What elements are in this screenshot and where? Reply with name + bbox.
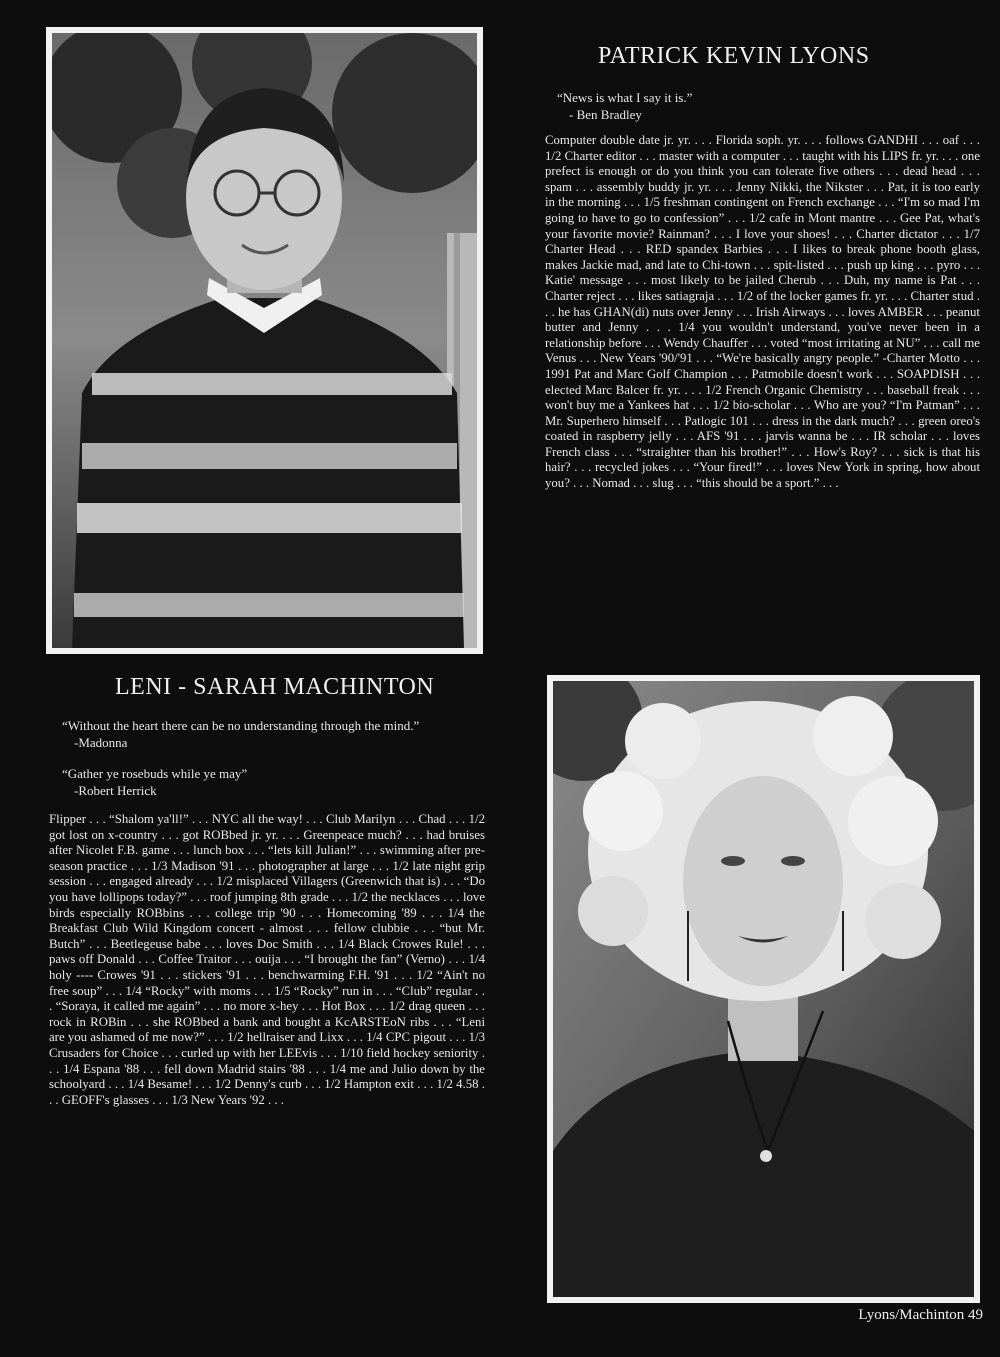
senior-quote-lyons: [557, 89, 692, 123]
page-footer: Lyons/Machinton 49: [858, 1307, 983, 1323]
quote-author: -Madonna: [74, 735, 128, 750]
portrait-illustration-machinton: [553, 681, 974, 1297]
senior-bio-machinton: Flipper . . . “Shalom ya'll!” . . . NYC all the way! . . . Club Marilyn . . . Chad . . . 1/2 got lost on x-country . . . got ROBbed jr. yr. . . . Greenpeace much? . . . had bruises after Nicolet F.B. game . . . lunch box . . . “lets kill Julian!” . . . swimming after pre-season practice . . . 1/3 Madison '91 . . . photographer at large . . . 1/2 late night grip session . . . engaged already . . . 1/2 misplaced Villagers (Greenwich that is) . . . “Do you have lollipops today?” . . . roof jumping 8th grade . . . 1/2 the necklaces . . . love birds especially ROBbins . . . college trip '90 . . . Homecoming '89 . . . 1/4 the Breakfast Club Wild Kingdom concert - almost . . . fellow clubbie . . . “but Mr. Butch” . . . Beetlegeuse babe . . . loves Doc Smith . . . 1/4 Black Crowes Rule! . . . paws off Donald . . . Coffee Traitor . . . ouija . . . “I brought the fan” (Verno) . . . 1/4 holy ---- Crowes '91 . . . stickers '91 . . . benchwarming F.H. '91 . . . 1/2 “Ain't no free soup” . . . 1/4 “Rocky” with moms . . . 1/5 “Rocky” run in . . . “Club” regular . . . “Soraya, it called me again” . . . no more x-hey . . . Hot Box . . . 1/2 drag queen . . . rock in ROBin . . . she ROBbed a bank and bought a KcARSTEoN ribs . . . “Leni are you ashamed of me now?” . . . 1/2 hellraiser and Lixx . . . 1/4 CPC pigout . . . 1/3 Crusaders for Choice . . . curled up with her LEEvis . . . 1/10 field hockey seniority . . . 1/4 Espana '88 . . . fell down Madrid stairs '88 . . . 1/4 me and Julio down by the schoolyard . . . 1/4 Besame! . . . 1/2 Denny's curb . . . 1/2 Hampton exit . . . 1/2 4.58 . . . GEOFF's glasses . . . 1/3 New Years '92 . . .: [49, 812, 485, 1107]
quote-text: “Without the heart there can be no understanding through the mind.”: [62, 718, 420, 733]
senior-bio-lyons: Computer double date jr. yr. . . . Florida soph. yr. . . . follows GANDHI . . . oaf . . . 1/2 Charter editor . . . master with a computer . . . taught with his LIPS fr. yr. . . . one prefect is enough or do you think you can tolerate five others . . . dead head . . . spam . . . assembly buddy jr. yr. . . . Jenny Nikki, the Nikster . . . Pat, it is too early in the morning . . . 1/5 freshman contingent on French exchange . . . “I'm so mad I'm going to have to go to confession” . . . 1/2 cafe in Mont mantre . . . Gee Pat, what's your favorite movie? Rainman? . . . I love your shoes! . . . Charter dictator . . . 1/7 Charter Head . . . RED spandex Barbies . . . I likes to break phone booth glass, makes Jackie mad, and late to Chi-town . . . spit-listed . . . push up king . . . pyro . . . Katie' message . . . most likely to be jailed Cherub . . . Duh, my name is Pat . . . Charter reject . . . likes satiagraja . . . 1/2 of the locker games fr. yr. . . . Charter stud . . . he has GHAN(di) nuts over Jenny . . . Irish Airways . . . loves AMBER . . . peanut butter and Jenny . . . 1/4 you wouldn't understand, you've never been in a relationship before . . . Wendy Chauffer . . . voted “most irritating at NU” . . . call me Venus . . . New Years '90/'91 . . . “We're basically angry people.” -Charter Motto . . . 1991 Pat and Marc Golf Champion . . . Patmobile doesn't work . . . SOAPDISH . . . elected Marc Balcer fr. yr. . . . 1/2 French Organic Chemistry . . . baseball freak . . . won't buy me a Yankees hat . . . 1/2 bio-scholar . . . Who are you? “I'm Patman” . . . Mr. Superhero himself . . . Patlogic 101 . . . dress in the dark much? . . . green oreo's coated in raspberry jelly . . . AFS '91 . . . jarvis wanna be . . . IR scholar . . . loves French class . . . “straighter than his brother!” . . . How's Roy? . . . sick is that his hair? . . . recycled jokes . . . “Your fired!” . . . loves New York in spring, how about you? . . . Nomad . . . slug . . . “this should be a sport.” . . .: [545, 133, 980, 491]
portrait-illustration-lyons: [52, 33, 477, 648]
quote-author: -Robert Herrick: [74, 783, 157, 798]
student-name-machinton: LENI - SARAH MACHINTON: [115, 674, 435, 700]
quote-author: - Ben Bradley: [569, 107, 642, 122]
senior-quote-machinton-2: [62, 765, 247, 799]
quote-text: “Gather ye rosebuds while ye may”: [62, 766, 248, 781]
portrait-photo-machinton: [547, 675, 980, 1303]
senior-quote-machinton-1: [62, 717, 492, 751]
portrait-photo-lyons: [46, 27, 483, 654]
quote-text: “News is what I say it is.”: [557, 90, 693, 105]
student-name-lyons: PATRICK KEVIN LYONS: [598, 43, 870, 69]
